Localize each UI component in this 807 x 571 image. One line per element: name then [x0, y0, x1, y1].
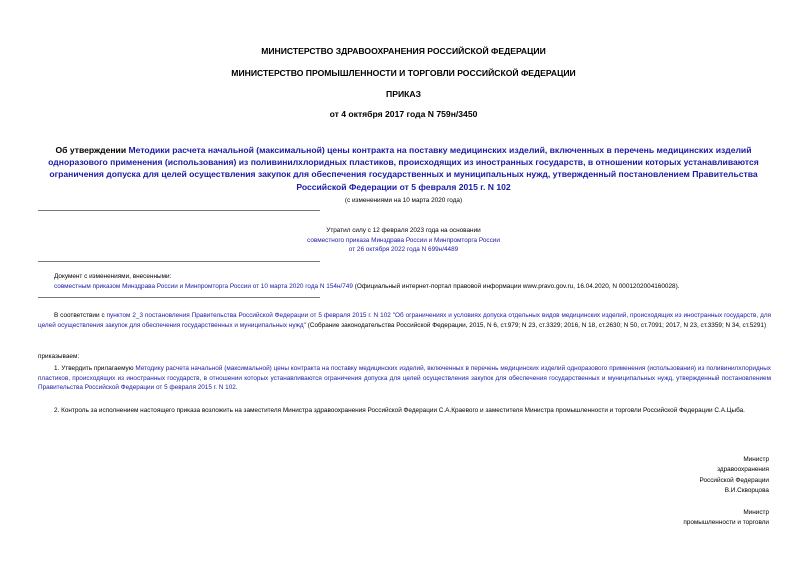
- amendments-note: (с изменениями на 10 марта 2020 года): [344, 197, 463, 204]
- changes-block: [38, 272, 771, 291]
- ministry-industry-heading: МИНИСТЕРСТВО ПРОМЫШЛЕННОСТИ И ТОРГОВЛИ РОССИЙСКОЙ ФЕДЕРАЦИИ: [231, 68, 576, 78]
- signature-name: В.И.Скворцова: [724, 487, 769, 495]
- item-1-end: .: [235, 384, 238, 392]
- signature-title: Министр: [743, 509, 769, 516]
- changes-label: Документ с изменениями, внесенными:: [54, 273, 172, 280]
- preamble-start: В соответствии с: [54, 312, 107, 319]
- lost-force-block: [200, 226, 607, 255]
- preamble-paragraph: [38, 311, 771, 330]
- signature-country: Российской Федерации: [699, 476, 769, 484]
- item-1-methodology-link[interactable]: Методику расчета начальной (максимальной) цены контракта на поставку медицинских изделий, включенных в перечень медицинских изделий одноразового применения (использования) из поливинилхлоридных пластиков, происходящих из иностранных государств, в отношении которых устанавливаются ограничения допуска для целей осуществления закупок для обеспечения государственных и муниципальных нужд, утвержденный постановлением Правительства Российской Федерации от 5 февраля 2015 г. N 102: [38, 365, 772, 392]
- order-word: приказываем:: [38, 353, 80, 360]
- preamble-end: (Собрание законодательства Российской Федерации, 2015, N 6, ст.979; N 23, ст.3329; 2016, N 18, ст.2630; N 50, ст.7091; 2017, N 23, ст.3359; N 34, ст.5291): [305, 321, 767, 329]
- ministry-health-heading: МИНИСТЕРСТВО ЗДРАВООХРАНЕНИЯ РОССИЙСКОЙ ФЕДЕРАЦИИ: [261, 46, 546, 56]
- lost-force-text: Утратил силу с 12 февраля 2023 года на основании: [326, 227, 481, 234]
- divider: [38, 297, 320, 298]
- date-number-heading: от 4 октября 2017 года N 759н/3450: [329, 109, 478, 119]
- divider: [38, 261, 320, 262]
- signature-ministry: промышленности и торговли: [683, 519, 769, 527]
- item-1-start: 1. Утвердить прилагаемую: [54, 365, 136, 372]
- divider: [38, 210, 320, 211]
- item-2-paragraph: 2. Контроль за исполнением настоящего приказа возложить на заместителя Министра здравоохранения Российской Федерации С.А.Краевого и заместителя Министра промышленности и торговли Российской Федерации С.А.Цыба.: [54, 407, 745, 414]
- signature-industry-minister: [683, 508, 769, 529]
- title-prefix: Об утверждении: [55, 145, 129, 155]
- changes-source: (Официальный интернет-портал правовой информации www.pravo.gov.ru, 16.04.2020, N 0001202004160028).: [352, 282, 680, 290]
- document-title: [36, 144, 771, 193]
- changes-line: [38, 282, 771, 292]
- lost-force-order-link[interactable]: совместного приказа Минздрава России и Минпромторга России: [307, 236, 500, 244]
- signature-health-minister: [700, 455, 770, 497]
- signature-title: Министр: [743, 456, 769, 463]
- lost-force-date-link[interactable]: от 26 октября 2022 года N 699н/4489: [348, 246, 459, 254]
- preamble-decree-link[interactable]: пунктом 2_3 постановления Правительства Российской Федерации от 5 февраля 2015 г. N 102 "Об ограничениях и условиях допуска отдельных видов медицинских изделий, происходящих из иностранных государств, для целей осуществления закупок для обеспечения государственных и муниципальных нужд": [38, 312, 772, 329]
- title-methodology-link[interactable]: Методики расчета начальной (максимальной) цены контракта на поставку медицинских изделий, включенных в перечень медицинских изделий одноразового применения (использования) из поливинилхлоридных пластиков, происходящих из иностранных государств, в отношении которых устанавливаются ограничения допуска для целей осуществления закупок для обеспечения государственных и муниципальных нужд, утвержденный постановлением Правительства Российской Федерации от 5 февраля 2015 г. N 102: [48, 145, 759, 192]
- item-1-paragraph: [38, 364, 771, 393]
- signature-ministry: здравоохранения: [717, 466, 769, 474]
- changes-order-link[interactable]: совместным приказом Минздрава России и Минпромторга России от 10 марта 2020 года N 154н/749: [54, 282, 353, 290]
- doc-type-heading: ПРИКАЗ: [386, 89, 421, 99]
